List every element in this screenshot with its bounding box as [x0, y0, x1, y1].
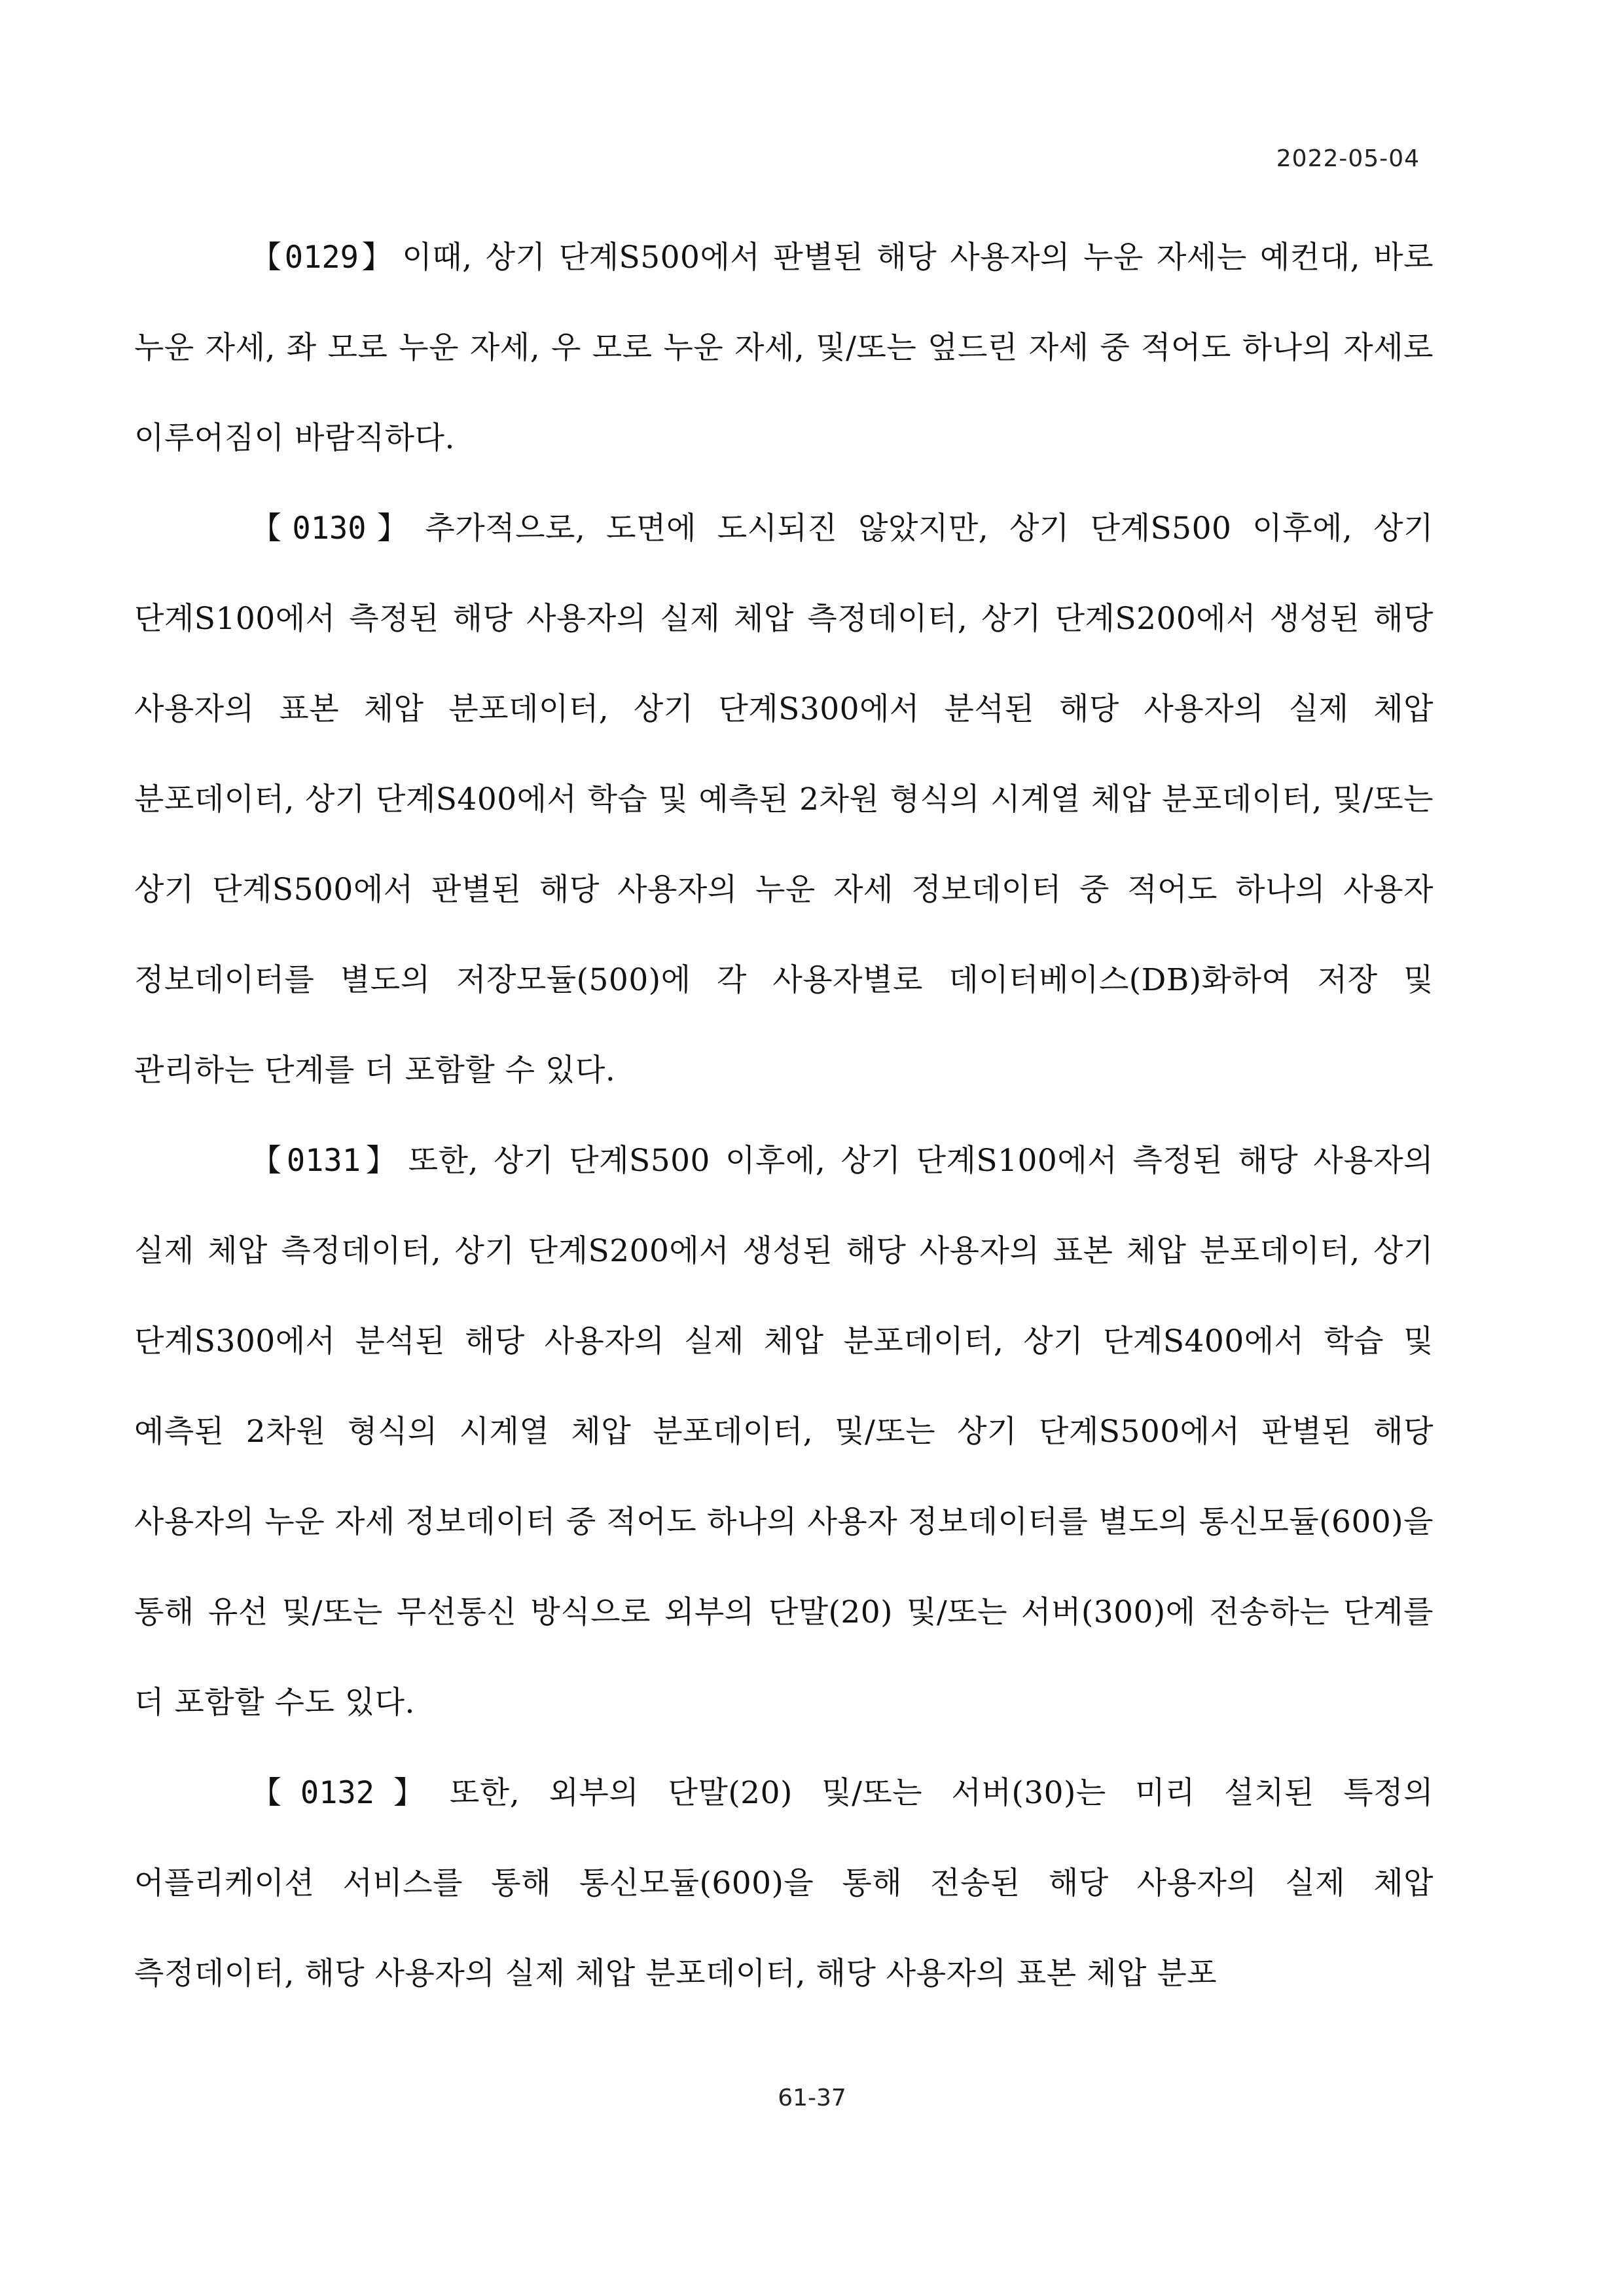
paragraph-text: 추가적으로, 도면에 도시되진 않았지만, 상기 단계S500 이후에, 상기 단계S100에서 측정된 해당 사용자의 실제 체압 측정데이터, 상기 단계S200에서 생성된 해당 사용자의 표본 체압 분포데이터, 상기 단계S300에서 분석된 해당 사용자의 실제 체압 분포데이터, 상기 단계S400에서 학습 및 예측된 2차원 형식의 시계열 체압 분포데이터, 및/또는 상기 단계S500에서 판별된 해당 사용자의 누운 자세 정보데이터 중 적어도 하나의 사용자 정보데이터를 별도의 저장모듈(500)에 각 사용자별로 데이터베이스(DB)화하여 저장 및 관리하는 단계를 더 포함할 수 있다. [134, 511, 1434, 1088]
paragraph-number: 【0129】 [251, 240, 396, 276]
page-number: 61-37 [778, 2085, 846, 2111]
document-body [134, 213, 1434, 2019]
paragraph-0129 [134, 213, 1434, 484]
paragraph-0130 [134, 484, 1434, 1116]
paragraph-number: 【0130】 [251, 511, 419, 547]
paragraph-0131 [134, 1116, 1434, 1748]
paragraph-number: 【0132】 [251, 1775, 443, 1811]
paragraph-number: 【0131】 [251, 1143, 402, 1179]
paragraph-text: 이때, 상기 단계S500에서 판별된 해당 사용자의 누운 자세는 예컨대, 바로 누운 자세, 좌 모로 누운 자세, 우 모로 누운 자세, 및/또는 엎드린 자세 중 적어도 하나의 자세로 이루어짐이 바람직하다. [134, 240, 1434, 456]
paragraph-text: 또한, 상기 단계S500 이후에, 상기 단계S100에서 측정된 해당 사용자의 실제 체압 측정데이터, 상기 단계S200에서 생성된 해당 사용자의 표본 체압 분포데이터, 상기 단계S300에서 분석된 해당 사용자의 실제 체압 분포데이터, 상기 단계S400에서 학습 및 예측된 2차원 형식의 시계열 체압 분포데이터, 및/또는 상기 단계S500에서 판별된 해당 사용자의 누운 자세 정보데이터 중 적어도 하나의 사용자 정보데이터를 별도의 통신모듈(600)을 통해 유선 및/또는 무선통신 방식으로 외부의 단말(20) 및/또는 서버(300)에 전송하는 단계를 더 포함할 수도 있다. [134, 1143, 1434, 1721]
paragraph-text: 또한, 외부의 단말(20) 및/또는 서버(30)는 미리 설치된 특정의 어플리케이션 서비스를 통해 통신모듈(600)을 통해 전송된 해당 사용자의 실제 체압 측정데이터, 해당 사용자의 실제 체압 분포데이터, 해당 사용자의 표본 체압 분포 [134, 1775, 1434, 1992]
paragraph-0132 [134, 1748, 1434, 2019]
document-date: 2022-05-04 [1276, 145, 1420, 172]
